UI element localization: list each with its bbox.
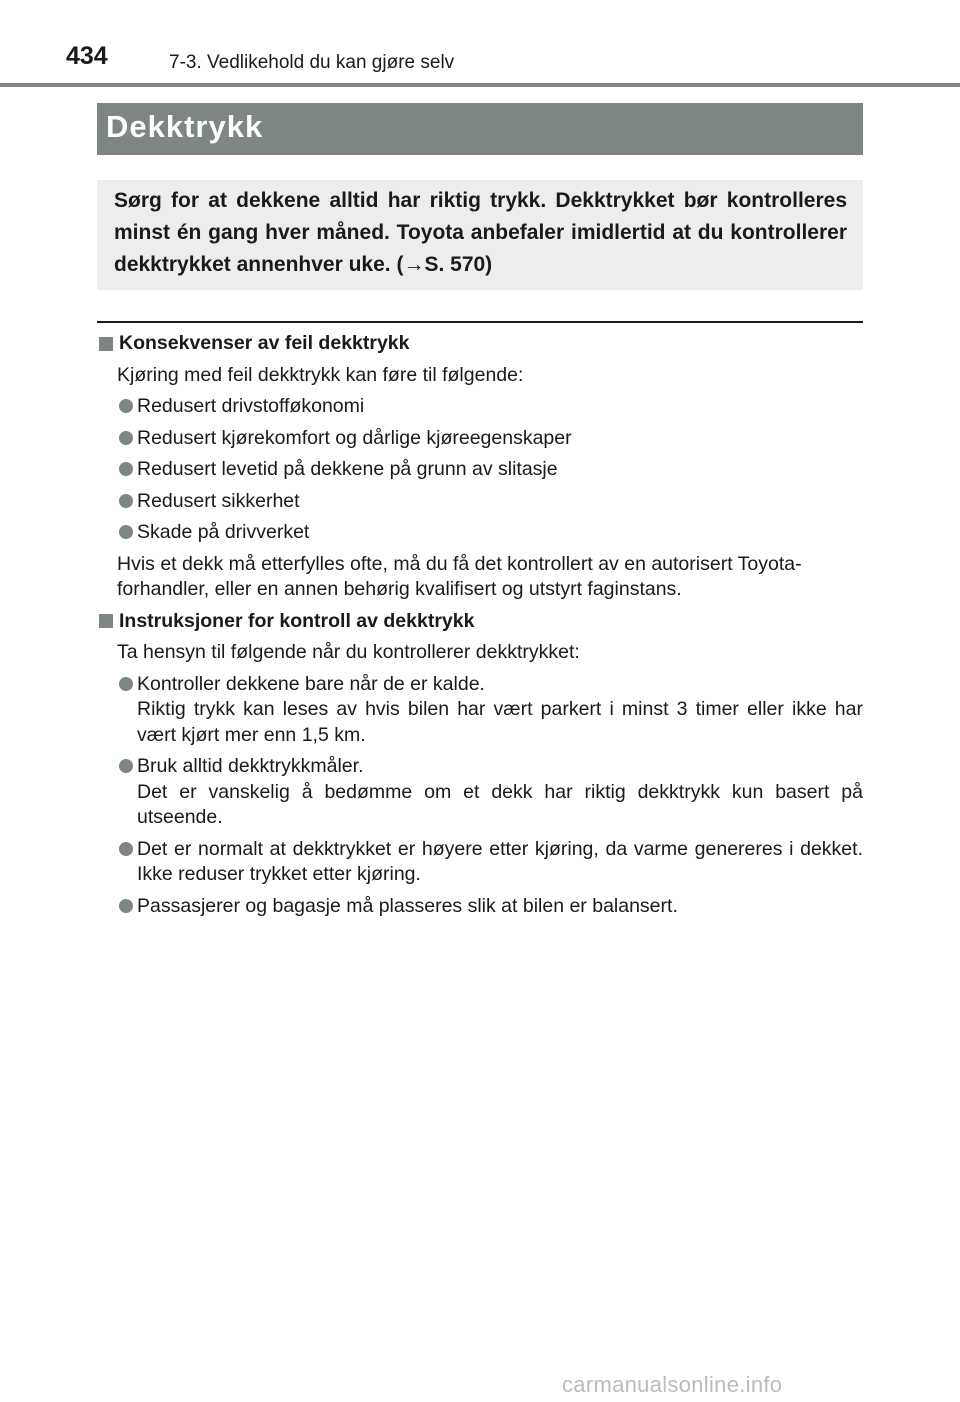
dot-bullet-icon [119,677,133,691]
square-bullet-icon [99,614,113,628]
list-item-detail: Det er vanskelig å bedømme om et dekk har riktig dekktrykk kun basert på utseende. [137,780,863,828]
heading-text: Instruksjoner for kontroll av dekktrykk [119,609,475,632]
chapter-title: 7-3. Vedlikehold du kan gjøre selv [169,52,455,73]
list-item [137,520,863,546]
dot-bullet-icon [119,842,133,856]
list-item-text: Det er normalt at dekktrykket er høyere etter kjøring, da varme genereres i dekket. Ikke reduser trykket etter kjøring. [137,837,863,885]
list-item-text: Redusert drivstofføkonomi [137,395,365,417]
list-item [137,754,863,831]
dot-bullet-icon [119,899,133,913]
list-item-text: Bruk alltid dekktrykkmåler. [137,755,364,777]
paragraph: Kjøring med feil dekktrykk kan føre til følgende: [117,363,524,386]
list-item [137,426,863,452]
heading-instructions [97,609,863,635]
list-item-detail: Riktig trykk kan leses av hvis bilen har vært parkert i minst 3 timer eller ikke har vært kjørt mer enn 1,5 km. [137,698,863,746]
list-item [137,394,863,420]
dot-bullet-icon [119,525,133,539]
intro-box [97,180,863,290]
section-title: Dekktrykk [106,109,264,144]
list-item [137,837,863,888]
section-banner [97,103,863,155]
dot-bullet-icon [119,494,133,508]
list-item [137,672,863,749]
heading-text: Konsekvenser av feil dekktrykk [119,332,410,354]
list-item [137,894,863,920]
page-number: 434 [66,42,108,70]
dot-bullet-icon [119,462,133,476]
square-bullet-icon [99,337,113,351]
list-item-text: Redusert levetid på dekkene på grunn av slitasje [137,458,558,480]
dot-bullet-icon [119,759,133,773]
intro-text: Sørg for at dekkene alltid har riktig trykk. Dekktrykket bør kontrolleres minst én gang hver måned. Toyota anbefaler imidlertid at du kontrollerer dekktrykket annenhver uke. (→S. 570) [114,189,847,276]
header-rule [0,83,960,87]
paragraph: Ta hensyn til følgende når du kontrollerer dekktrykket: [117,641,580,663]
list-item [137,489,863,515]
list-item-text: Kontroller dekkene bare når de er kalde. [137,672,485,695]
list-item [137,457,863,483]
paragraph: Hvis et dekk må etterfylles ofte, må du få det kontrollert av en autorisert Toyota-forhandler, eller en annen behørig kvalifisert og utstyrt faginstans. [117,552,802,600]
dot-bullet-icon [119,431,133,445]
list-item-text: Passasjerer og bagasje må plasseres slik at bilen er balansert. [137,894,678,917]
content-rule [97,321,863,323]
watermark: carmanualsonline.info [562,1372,783,1397]
list-item-text: Skade på drivverket [137,521,310,543]
heading-consequences [97,331,863,357]
list-item-text: Redusert kjørekomfort og dårlige kjøreegenskaper [137,426,572,449]
content [97,331,863,925]
dot-bullet-icon [119,399,133,413]
list-item-text: Redusert sikkerhet [137,489,300,512]
